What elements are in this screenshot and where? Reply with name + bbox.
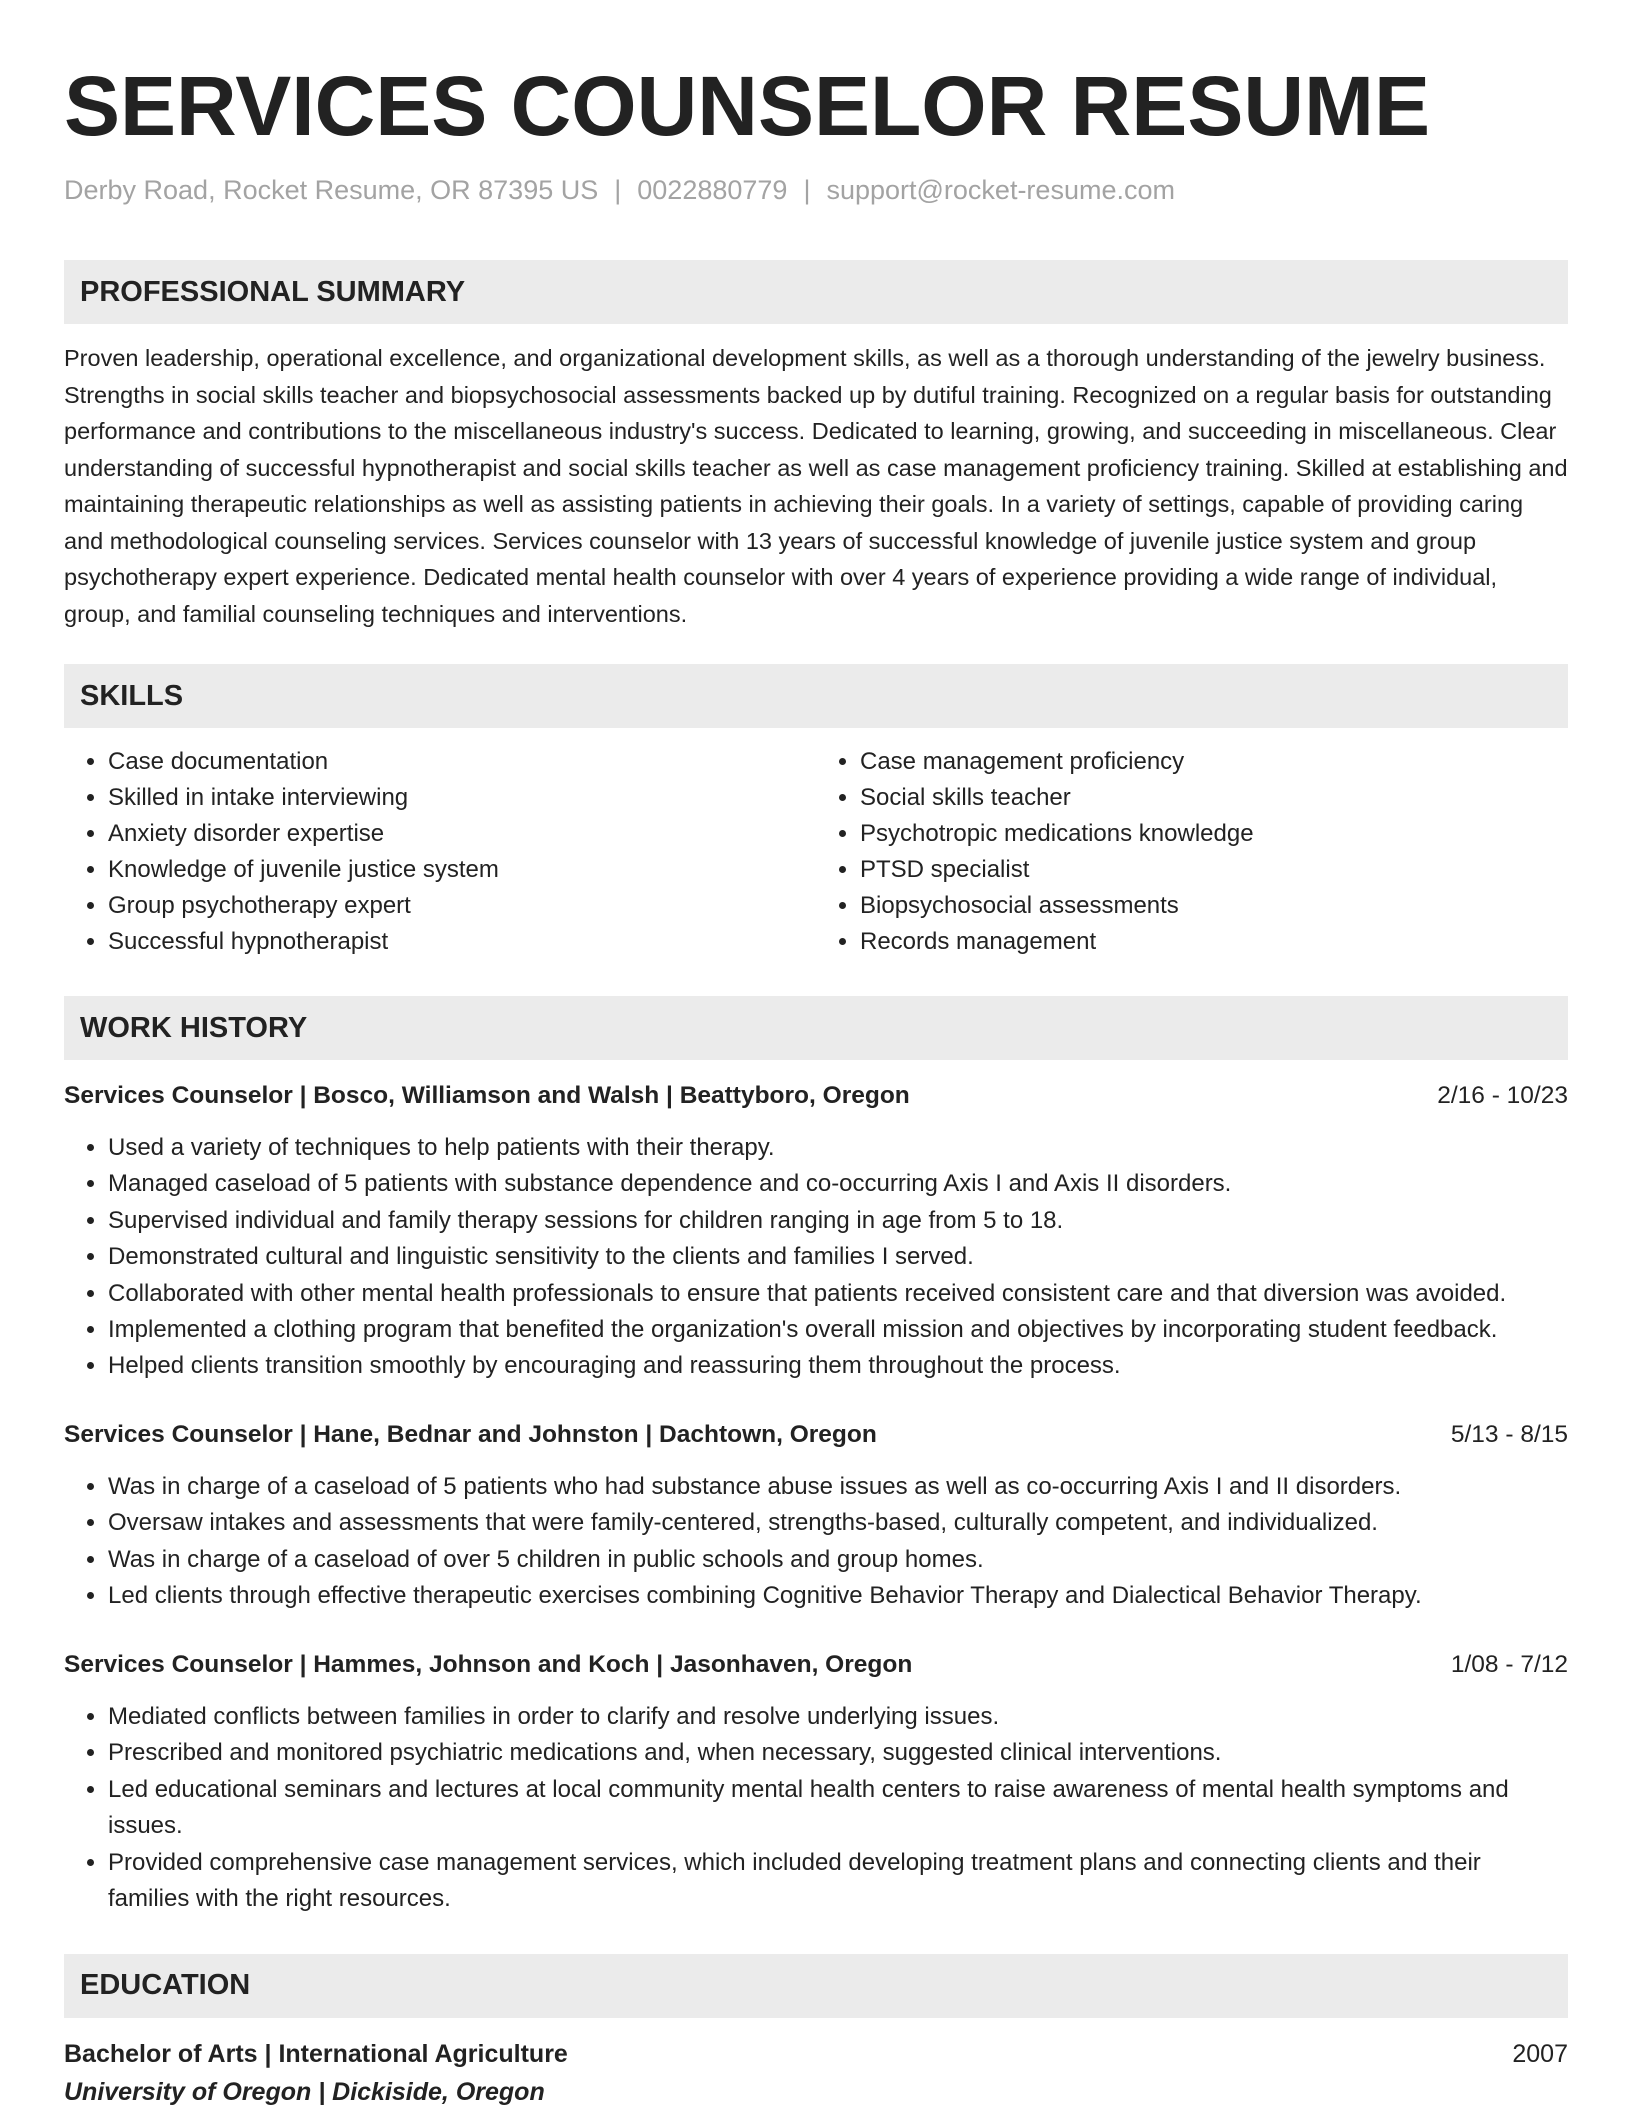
list-item: • PTSD specialist: [860, 852, 1568, 888]
contact-address: Derby Road, Rocket Resume, OR 87395 US: [64, 175, 599, 205]
job-dates: 5/13 - 8/15: [1450, 1420, 1568, 1448]
job-dates: 1/08 - 7/12: [1450, 1650, 1568, 1678]
list-item: • Supervised individual and family therapy sessions for children ranging in age from 5 to 18.: [108, 1203, 1568, 1239]
list-item: • Led clients through effective therapeutic exercises combining Cognitive Behavior Therapy and Dialectical Behavior Therapy.: [108, 1578, 1568, 1615]
skills-list: [64, 744, 1568, 960]
list-item: • Led educational seminars and lectures at local community mental health centers to raise awareness of mental health symptoms and issues.: [108, 1772, 1568, 1845]
education-year: 2007: [1512, 2039, 1568, 2068]
resume-title: SERVICES COUNSELOR RESUME: [64, 59, 1431, 153]
list-item: • Records management: [860, 924, 1568, 960]
list-item: • Helped clients transition smoothly by encouraging and reassuring them throughout the process.: [108, 1348, 1568, 1384]
job-bullets: [64, 1469, 1568, 1615]
job-title: Services Counselor | Bosco, Williamson and Walsh | Beattyboro, Oregon: [64, 1082, 910, 1109]
contact-separator: |: [803, 175, 811, 205]
list-item: • Mediated conflicts between families in order to clarify and resolve underlying issues.: [108, 1699, 1568, 1736]
contact-phone: 0022880779: [637, 175, 788, 205]
job-bullets: [64, 1699, 1568, 1918]
summary-heading: PROFESSIONAL SUMMARY: [64, 260, 1568, 324]
list-item: • Case management proficiency: [860, 744, 1568, 780]
list-item: • Psychotropic medications knowledge: [860, 816, 1568, 852]
skills-column-left: [64, 744, 816, 960]
list-item: • Successful hypnotherapist: [108, 924, 816, 960]
list-item: • Collaborated with other mental health professionals to ensure that patients received consistent care and that diversion was avoided.: [108, 1276, 1568, 1312]
list-item: • Managed caseload of 5 patients with substance dependence and co-occurring Axis I and Axis II disorders.: [108, 1166, 1568, 1202]
job-entry: [64, 1078, 1568, 1385]
job-title: Services Counselor | Hammes, Johnson and Koch | Jasonhaven, Oregon: [64, 1650, 913, 1678]
education-degree: Bachelor of Arts | International Agriculture: [64, 2039, 568, 2068]
job-entry: [64, 1647, 1568, 1918]
summary-text: Proven leadership, operational excellence, and organizational development skills, as well as a thorough understanding of the jewelry business. Strengths in social skills teacher and biopsychosocial assessments backed up by dutiful training. Recognized on a regular basis for outstanding performance and contributions to the miscellaneous industry's success. Dedicated to learning, growing, and succeeding in miscellaneous. Clear understanding of successful hypnotherapist and social skills teacher as well as case management proficiency training. Skilled at establishing and maintaining therapeutic relationships as well as assisting patients in achieving their goals. In a variety of settings, capable of providing caring and methodological counseling services. Services counselor with 13 years of successful knowledge of juvenile justice system and group psychotherapy expert experience. Dedicated mental health counselor with over 4 years of experience providing a wide range of individual, group, and familial counseling techniques and interventions.: [64, 345, 1568, 627]
job-bullets: [64, 1130, 1568, 1385]
list-item: • Anxiety disorder expertise: [108, 816, 816, 852]
list-item: • Demonstrated cultural and linguistic sensitivity to the clients and families I served.: [108, 1239, 1568, 1275]
list-item: • Case documentation: [108, 744, 816, 780]
list-item: • Knowledge of juvenile justice system: [108, 852, 816, 888]
job-title: Services Counselor | Hane, Bednar and Johnston | Dachtown, Oregon: [64, 1420, 877, 1448]
work-history-heading: WORK HISTORY: [64, 996, 1568, 1060]
contact-line: [64, 172, 1568, 208]
list-item: • Was in charge of a caseload of 5 patients who had substance abuse issues as well as co-occurring Axis I and II disorders.: [108, 1469, 1568, 1506]
job-entry: [64, 1417, 1568, 1615]
list-item: • Skilled in intake interviewing: [108, 780, 816, 816]
list-item: • Oversaw intakes and assessments that were family-centered, strengths-based, culturally competent, and individualized.: [108, 1505, 1568, 1542]
skills-heading: SKILLS: [64, 664, 1568, 728]
education-heading: EDUCATION: [64, 1954, 1568, 2018]
list-item: • Implemented a clothing program that benefited the organization's overall mission and objectives by incorporating student feedback.: [108, 1312, 1568, 1348]
job-header: [64, 1647, 1568, 1683]
education-entry: [64, 2036, 1568, 2072]
list-item: • Social skills teacher: [860, 780, 1568, 816]
skills-column-right: [816, 744, 1568, 960]
list-item: • Group psychotherapy expert: [108, 888, 816, 924]
list-item: • Used a variety of techniques to help patients with their therapy.: [108, 1130, 1568, 1166]
job-dates: 2/16 - 10/23: [1437, 1082, 1568, 1109]
list-item: • Provided comprehensive case management services, which included developing treatment plans and connecting clients and their families with the right resources.: [108, 1845, 1568, 1918]
job-header: [64, 1417, 1568, 1453]
contact-email: support@rocket-resume.com: [826, 175, 1175, 205]
contact-separator: |: [614, 175, 622, 205]
list-item: • Biopsychosocial assessments: [860, 888, 1568, 924]
list-item: • Was in charge of a caseload of over 5 children in public schools and group homes.: [108, 1542, 1568, 1579]
education-school: University of Oregon | Dickiside, Oregon: [64, 2077, 545, 2106]
job-header: [64, 1078, 1568, 1114]
list-item: • Prescribed and monitored psychiatric medications and, when necessary, suggested clinical interventions.: [108, 1735, 1568, 1772]
